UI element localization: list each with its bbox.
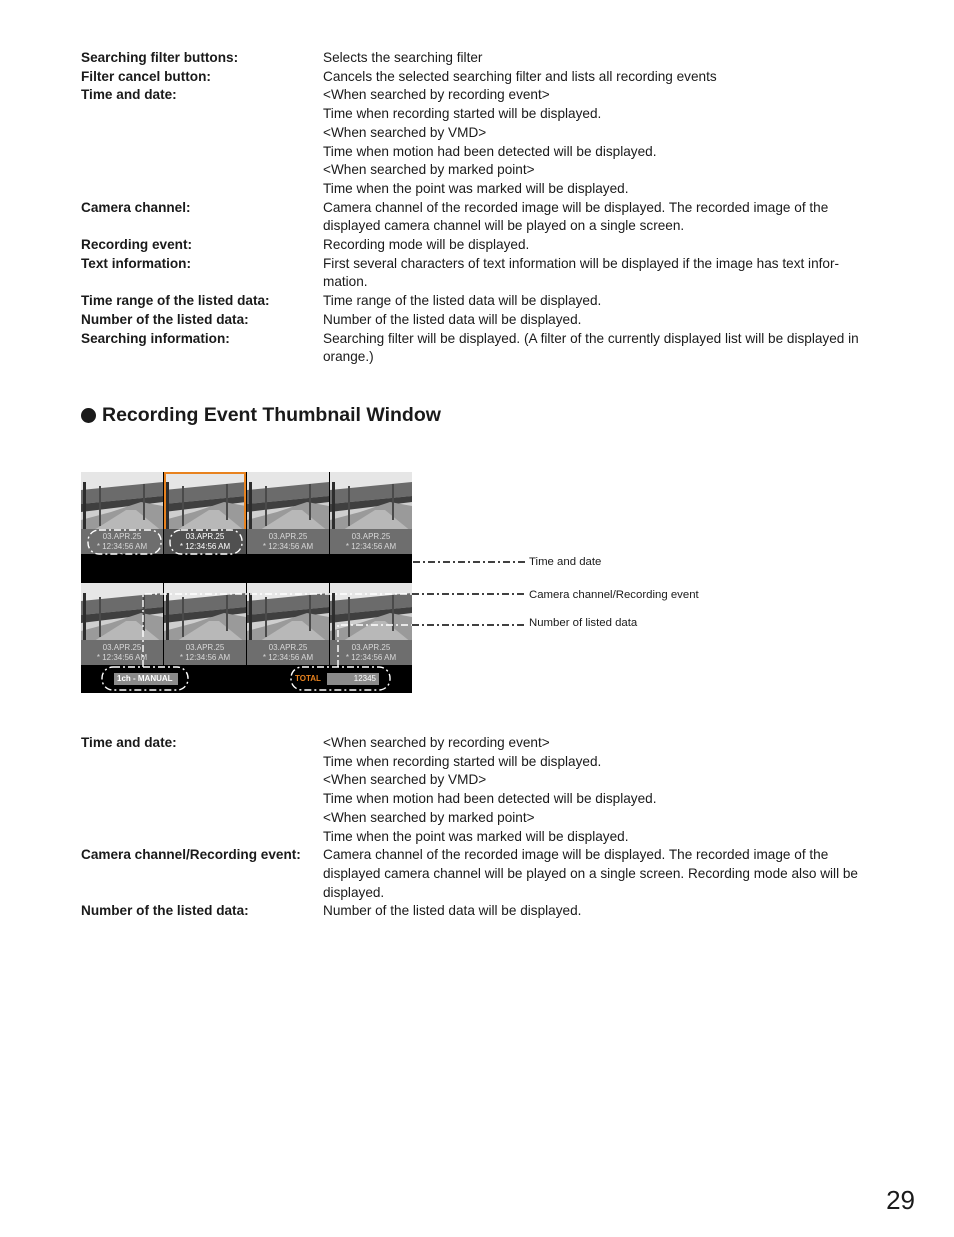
- thumbnail-2[interactable]: [164, 472, 246, 554]
- description-line: Time when recording started will be displayed.: [323, 106, 602, 122]
- callout-listed-count: Number of listed data: [529, 617, 638, 629]
- description-line: Time range of the listed data will be displayed.: [323, 293, 602, 309]
- description-line: Number of the listed data will be displayed.: [323, 311, 582, 327]
- definition-description: [323, 846, 881, 902]
- thumbnail-1[interactable]: [81, 472, 163, 554]
- thumbnail-time: * 12:34:56 AM: [96, 653, 148, 662]
- definition-row: [81, 330, 881, 367]
- definition-description: [323, 236, 881, 255]
- thumbnail-caption: [330, 640, 412, 665]
- status-bar: [81, 665, 412, 693]
- definition-row: [81, 49, 881, 68]
- definition-term: Searching filter buttons:: [81, 50, 239, 65]
- definition-term: Number of the listed data:: [81, 311, 249, 327]
- thumbnail-date: 03.APR.25: [185, 643, 225, 652]
- definition-row: [81, 311, 881, 330]
- description-line: <When searched by VMD>: [323, 772, 487, 788]
- definition-list-bottom: [81, 734, 881, 921]
- thumbnail-5[interactable]: [81, 583, 163, 665]
- definition-row: [81, 255, 881, 292]
- definition-description: [323, 902, 881, 921]
- description-line: <When searched by recording event>: [323, 735, 550, 750]
- description-line: Time when motion had been detected will be displayed.: [323, 791, 657, 807]
- definition-description: [323, 86, 881, 198]
- definition-term: Searching information:: [81, 330, 230, 346]
- callout-time-date: Time and date: [529, 556, 602, 568]
- description-line: Camera channel of the recorded image will be displayed. The recorded image of the displayed camera channel will be played on a single screen.: [323, 199, 829, 234]
- description-line: <When searched by recording event>: [323, 87, 550, 103]
- definition-term: Time and date:: [81, 87, 177, 103]
- definition-description: [323, 199, 881, 236]
- thumbnail-time: * 12:34:56 AM: [179, 542, 231, 551]
- definition-term: Camera channel/Recording event:: [81, 847, 301, 863]
- description-line: <When searched by marked point>: [323, 809, 535, 825]
- thumbnail-time: * 12:34:56 AM: [345, 542, 397, 551]
- section-heading-text: Recording Event Thumbnail Window: [102, 404, 441, 426]
- thumbnail-time: * 12:34:56 AM: [262, 653, 314, 662]
- thumbnail-date: 03.APR.25: [268, 643, 308, 652]
- definition-row: [81, 86, 881, 198]
- definition-row: [81, 846, 881, 902]
- callout-channel-event: Camera channel/Recording event: [529, 589, 699, 601]
- page-number: 29: [886, 1185, 915, 1215]
- description-line: Recording mode will be displayed.: [323, 237, 530, 253]
- thumbnail-date: 03.APR.25: [102, 532, 142, 541]
- total-label: TOTAL: [295, 674, 321, 683]
- definition-row: [81, 902, 881, 921]
- definition-row: [81, 236, 881, 255]
- description-line: Selects the searching filter: [323, 50, 483, 65]
- thumbnail-caption: [247, 529, 329, 554]
- definition-term: Filter cancel button:: [81, 68, 211, 84]
- definition-list-top: [81, 49, 881, 367]
- thumbnail-7[interactable]: [247, 583, 329, 665]
- thumbnail-caption: [164, 640, 246, 665]
- description-line: Time when recording started will be displayed.: [323, 753, 602, 769]
- thumbnail-caption: [330, 529, 412, 554]
- thumbnail-caption: [247, 640, 329, 665]
- definition-row: [81, 734, 881, 846]
- thumbnail-time: * 12:34:56 AM: [262, 542, 314, 551]
- description-line: Time when the point was marked will be displayed.: [323, 180, 629, 196]
- thumbnail-time: * 12:34:56 AM: [96, 542, 148, 551]
- definition-term: Time range of the listed data:: [81, 293, 270, 309]
- channel-event-label: 1ch - MANUAL: [114, 673, 178, 685]
- thumbnail-caption: [81, 529, 163, 554]
- thumbnail-date: 03.APR.25: [351, 643, 391, 652]
- description-line: <When searched by marked point>: [323, 162, 535, 178]
- thumbnail-date: 03.APR.25: [268, 532, 308, 541]
- definition-term: Time and date:: [81, 735, 177, 750]
- thumbnail-window: [81, 472, 412, 693]
- definition-description: [323, 734, 881, 846]
- bullet-icon: [81, 408, 96, 423]
- definition-term: Text information:: [81, 255, 192, 271]
- thumbnail-date: 03.APR.25: [102, 643, 142, 652]
- thumbnail-6[interactable]: [164, 583, 246, 665]
- description-line: Time when the point was marked will be displayed.: [323, 828, 629, 844]
- description-line: Cancels the selected searching filter and lists all recording events: [323, 68, 717, 84]
- thumbnail-caption: [164, 529, 246, 554]
- thumbnail-caption: [81, 640, 163, 665]
- definition-description: [323, 255, 881, 292]
- definition-row: [81, 68, 881, 87]
- definition-row: [81, 199, 881, 236]
- section-heading: [81, 404, 441, 427]
- definition-term: Recording event:: [81, 237, 193, 253]
- description-line: Time when motion had been detected will be displayed.: [323, 143, 657, 159]
- thumbnail-4[interactable]: [330, 472, 412, 554]
- definition-description: [323, 311, 881, 330]
- definition-description: [323, 292, 881, 311]
- definition-description: [323, 330, 881, 367]
- description-line: <When searched by VMD>: [323, 124, 487, 140]
- total-count: 12345: [327, 673, 379, 685]
- thumbnail-time: * 12:34:56 AM: [345, 653, 397, 662]
- definition-description: [323, 68, 881, 87]
- definition-row: [81, 292, 881, 311]
- description-line: First several characters of text information will be displayed if the image has text infor-mation.: [323, 255, 840, 290]
- thumbnail-8[interactable]: [330, 583, 412, 665]
- description-line: Camera channel of the recorded image will be displayed. The recorded image of the displayed camera channel will be played on a single screen. Recording mode also will be displayed.: [323, 847, 858, 900]
- definition-term: Camera channel:: [81, 199, 191, 215]
- description-line: Searching filter will be displayed. (A filter of the currently displayed list will be displayed in orange.): [323, 330, 859, 365]
- thumbnail-date: 03.APR.25: [185, 532, 225, 541]
- definition-description: [323, 49, 881, 68]
- definition-term: Number of the listed data:: [81, 903, 249, 919]
- description-line: Number of the listed data will be displayed.: [323, 903, 582, 919]
- thumbnail-date: 03.APR.25: [351, 532, 391, 541]
- thumbnail-3[interactable]: [247, 472, 329, 554]
- thumbnail-time: * 12:34:56 AM: [179, 653, 231, 662]
